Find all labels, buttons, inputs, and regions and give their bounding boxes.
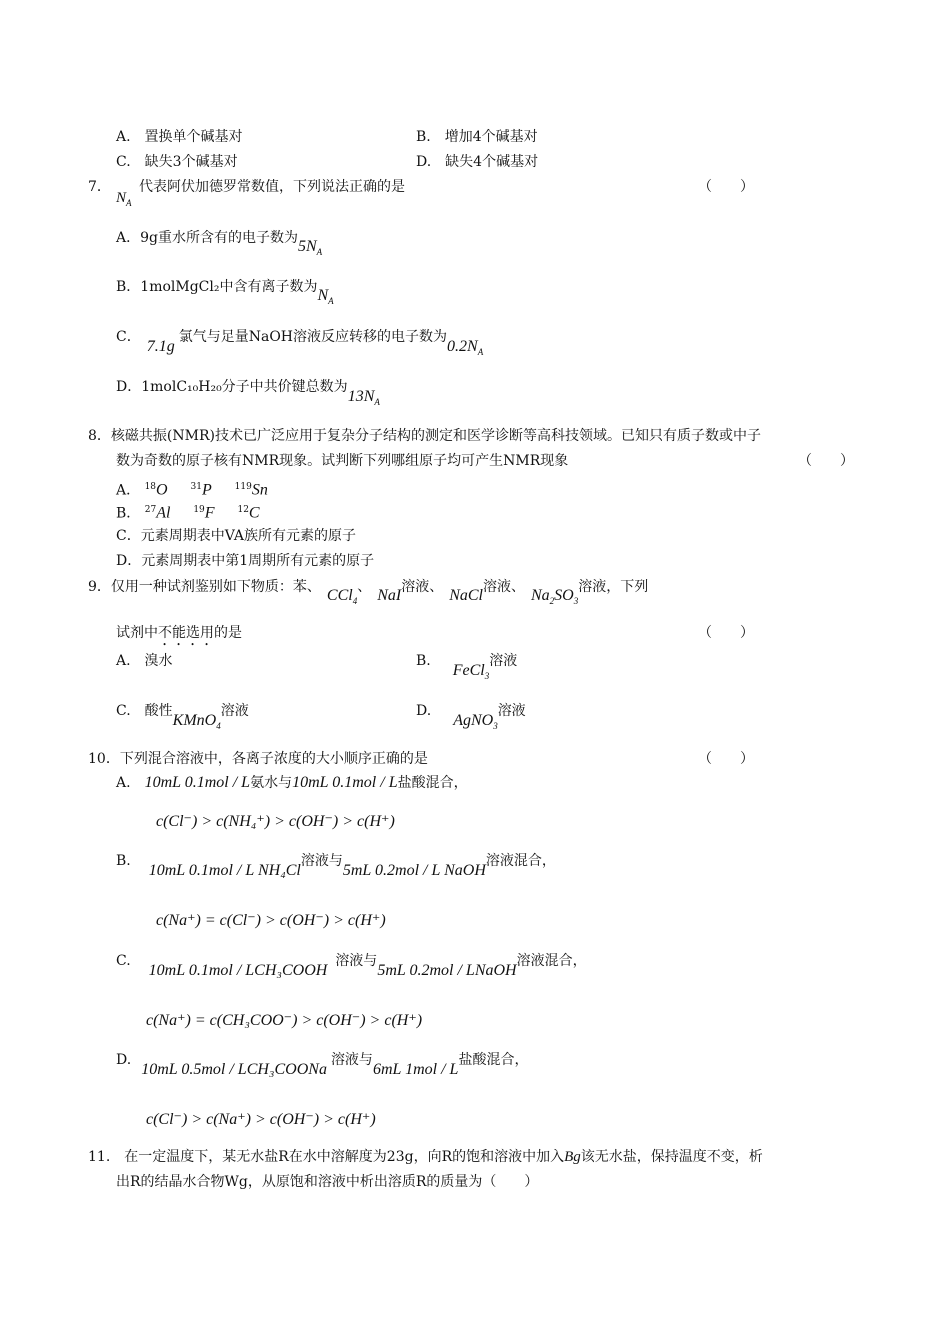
q6-option-c: C. 缺失3个碱基对	[116, 154, 238, 170]
q10-option-a-line1: A. 10mL 0.1mol / L氨水与10mL 0.1mol / L盐酸混合，	[116, 774, 468, 791]
q10-option-c-line1: C.10mL 0.1mol / LCH₃COOH溶液与5mL 0.2mol / LNaOH溶液混合，	[116, 953, 587, 979]
q8-option-a: A． $^{18}$O $^{31}$P $^{119}$Sn	[116, 481, 268, 499]
q9-option-b: B.FeCl$_3$溶液	[416, 653, 518, 681]
q8-stem-line2: 数为奇数的原子核有NMR现象。试判断下列哪组原子均可产生NMR现象	[116, 453, 569, 469]
q10-answer-paren: （ ）	[698, 751, 754, 767]
q7-option-b: B．1molMgCl₂中含有离子数为$N_A$	[116, 279, 334, 306]
q7-option-a: A．9g重水所含有的电子数为$5N_A$	[116, 230, 323, 257]
q10-option-a-inequality: c(Cl⁻) > c(NH₄⁺) > c(OH⁻) > c(H⁺)	[156, 813, 395, 830]
q7-stem: 代表阿伏加德罗常数值，下列说法正确的是	[139, 179, 405, 195]
q7-na-symbol: $N_A$	[116, 190, 132, 208]
q11-stem-line1: 11. 在一定温度下，某无水盐R在水中溶解度为23g，向R的饱和溶液中加入Bg该无水盐，保持温度不变，析	[88, 1149, 763, 1165]
q10-option-d-line1: D.10mL 0.5mol / LCH₃COONa溶液与6mL 1mol / L盐酸混合，	[116, 1052, 529, 1078]
q9-option-a: A. 溴水	[116, 653, 173, 669]
q7-answer-paren: （ ）	[698, 179, 754, 195]
q6-option-b: B. 增加4个碱基对	[416, 129, 538, 145]
q9-option-c: C. 酸性KMnO$_4$溶液	[116, 703, 249, 731]
q6-option-d: D. 缺失4个碱基对	[416, 154, 539, 170]
q10-option-b-line1: B.10mL 0.1mol / L NH₄Cl溶液与5mL 0.2mol / L NaOH溶液混合，	[116, 853, 556, 879]
q7-option-d: D．1molC₁₀H₂₀分子中共价键总数为$13N_A$	[116, 379, 380, 407]
q9-option-d: D.AgNO$_3$溶液	[416, 703, 526, 731]
q6-option-a: A. 置换单个碱基对	[116, 129, 243, 145]
q9-stem-line2: 试剂中不能选用的是	[116, 625, 242, 641]
q7-option-c: C．7.1g氯气与足量NaOH溶液反应转移的电子数为$0.2N_A$	[116, 329, 484, 357]
q8-stem-line1: 8．核磁共振(NMR)技术已广泛应用于复杂分子结构的测定和医学诊断等高科技领域。已知只有质子数或中子	[88, 428, 761, 444]
q8-option-d: D．元素周期表中第1周期所有元素的原子	[116, 553, 375, 569]
q8-answer-paren: （ ）	[798, 453, 854, 469]
q9-answer-paren: （ ）	[698, 625, 754, 641]
q7-number: 7．	[88, 179, 111, 195]
q9-stem-line1: 9．仅用一种试剂鉴别如下物质：苯、 CCl$_4$、 NaI溶液、 NaCl溶液、 $Na_2SO_3$溶液，下列	[88, 579, 649, 606]
q8-option-b: B． $^{27}$Al $^{19}$F $^{12}$C	[116, 504, 260, 522]
q10-option-b-inequality: c(Na⁺) = c(Cl⁻) > c(OH⁻) > c(H⁺)	[156, 912, 386, 929]
q11-stem-line2: 出R的结晶水合物Wg，从原饱和溶液中析出溶质R的质量为（ ）	[116, 1174, 539, 1190]
q10-option-c-inequality: c(Na⁺) = c(CH₃COO⁻) > c(OH⁻) > c(H⁺)	[146, 1012, 423, 1029]
q10-option-d-inequality: c(Cl⁻) > c(Na⁺) > c(OH⁻) > c(H⁺)	[146, 1111, 376, 1128]
q10-stem: 10．下列混合溶液中，各离子浓度的大小顺序正确的是	[88, 751, 428, 767]
q8-option-c: C．元素周期表中VA族所有元素的原子	[116, 528, 356, 544]
